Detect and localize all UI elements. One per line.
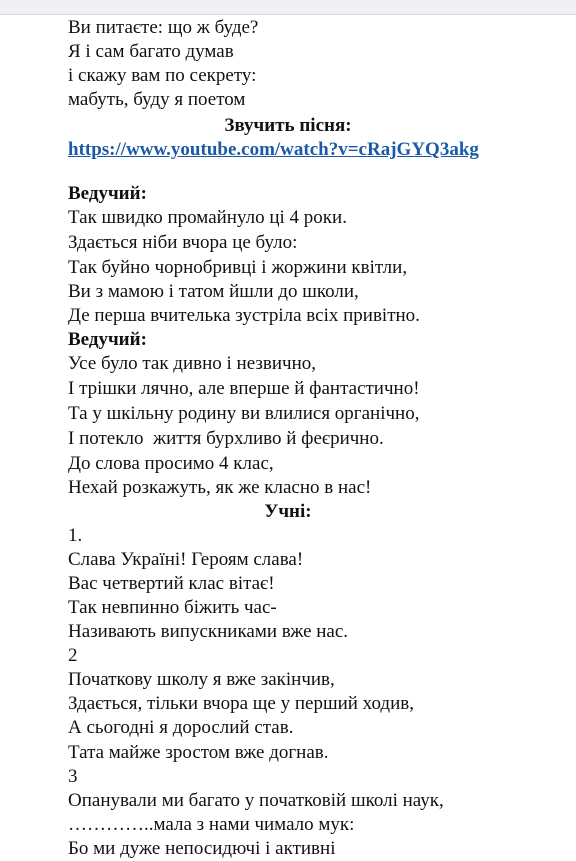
verse-line: Вас четвертий клас вітає! [68,573,275,594]
host-line: До слова просимо 4 клас, [68,453,274,474]
verse-line: Здається, тільки вчора ще у перший ходив, [68,693,414,714]
host-line: Так буйно чорнобривці і жоржини квітли, [68,257,408,278]
poem-line: Я і сам багато думав [68,41,234,62]
verse-number: 1. [68,525,83,546]
poem-line: і скажу вам по секрету: [68,65,257,86]
host-line: Ви з мамою і татом йшли до школи, [68,281,359,302]
verse-number: 2 [68,645,78,666]
poem-line: Ви питаєте: що ж буде? [68,17,259,38]
host-line: Де перша вчителька зустріла всіх привітно. [68,305,420,326]
verse-line: Бо ми дуже непосидючі і активні [68,838,336,859]
verse-line: А сьогодні я дорослий став. [68,717,294,738]
poem-line: мабуть, буду я поетом [68,89,246,110]
host-line: Здається ніби вчора це було: [68,232,298,253]
song-link[interactable]: https://www.youtube.com/watch?v=cRajGYQ3akg [68,139,479,160]
host-line: Усе було так дивно і незвично, [68,353,317,374]
verse-line: Тата майже зростом вже догнав. [68,742,329,763]
host-line: І потекло життя бурхливо й феєрично. [68,428,384,449]
verse-line: Опанували ми багато у початковій школі наук, [68,790,444,811]
verse-line: Так невпинно біжить час- [68,597,277,618]
host-line: Так швидко промайнуло ці 4 роки. [68,207,347,228]
host-label: Ведучий: [68,329,147,350]
verse-line: Початкову школу я вже закінчив, [68,669,335,690]
students-heading: Учні: [264,501,312,522]
verse-number: 3 [68,766,78,787]
document-page [0,14,576,858]
page-top-edge [0,0,576,15]
host-line: Нехай розкажуть, як же класно в нас! [68,477,372,498]
verse-line: Називають випускниками вже нас. [68,621,349,642]
song-heading: Звучить пісня: [224,115,352,136]
host-label: Ведучий: [68,183,147,204]
verse-line: …………..мала з нами чимало мук: [68,814,355,835]
host-line: І трішки лячно, але вперше й фантастично! [68,378,420,399]
host-line: Та у шкільну родину ви влилися органічно, [68,403,420,424]
verse-line: Слава Україні! Героям слава! [68,549,304,570]
